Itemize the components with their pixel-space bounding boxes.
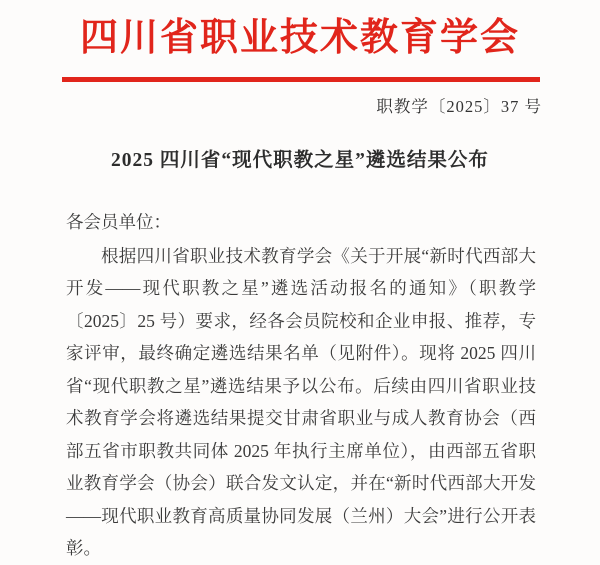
document-body — [66, 206, 536, 565]
salutation: 各会员单位： — [66, 212, 171, 232]
document-number: 职教学〔2025〕37 号 — [376, 97, 542, 116]
letterhead — [0, 0, 600, 62]
letterhead-divider — [62, 77, 540, 82]
document-title: 2025 四川省“现代职教之星”遴选结果公布 — [111, 150, 489, 171]
body-paragraph: 根据四川省职业技术教育学会《关于开展“新时代西部大开发——现代职教之星”遴选活动报名的通知》（职教学〔2025〕25 号）要求，经各会员院校和企业申报、推荐，专家评审，最终确定遴选结果名单（见附件）。现将 2025 四川省“现代职教之星”遴选结果予以公布。后续由四川省职业技术教育学会将遴选结果提交甘肃省职业与成人教育协会（西部五省市职教共同体 2025 年执行主席单位），由西部五省职业教育学会（协会）联合发文认定，并在“新时代西部大开发——现代职业教育高质量协同发展（兰州）大会”进行公开表彰。 — [66, 245, 536, 558]
letterhead-org-name: 四川省职业技术教育学会 — [79, 17, 520, 59]
